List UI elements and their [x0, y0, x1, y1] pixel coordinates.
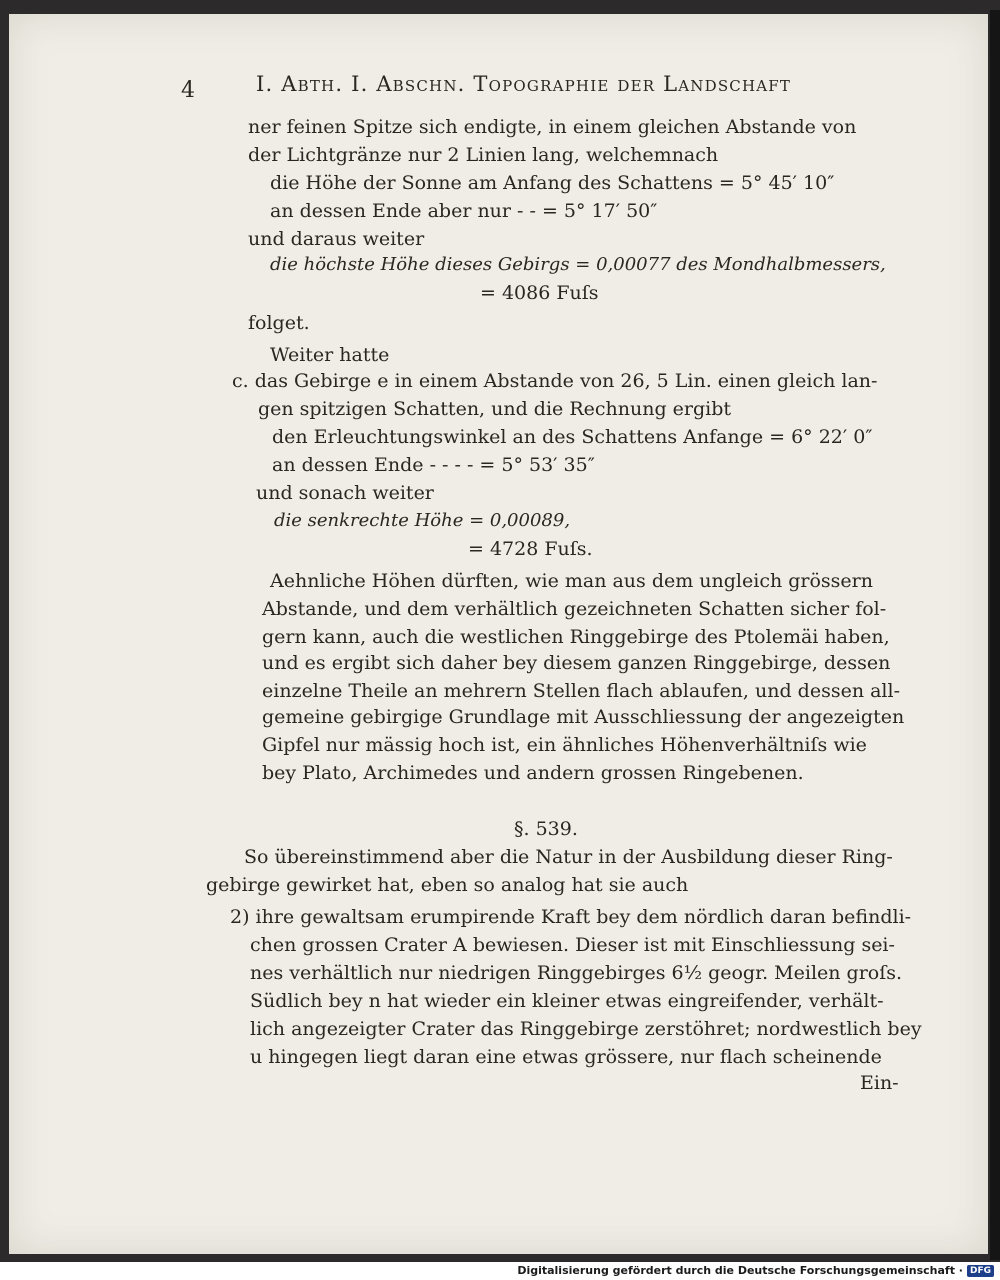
running-head: I. Abth. I. Abschn. Topographie der Landschaft — [256, 72, 792, 96]
text-line: Weiter hatte — [270, 344, 390, 366]
text-line: bey Plato, Archimedes und andern grossen Ringebenen. — [262, 762, 804, 784]
text-line: chen grossen Crater A bewiesen. Dieser ist mit Einschliessung sei- — [250, 934, 895, 956]
dfg-logo-icon: DFG — [967, 1265, 994, 1277]
text-line: lich angezeigter Crater das Ringgebirge zerstöhret; nordwestlich bey — [250, 1018, 922, 1040]
section-heading: §. 539. — [514, 818, 578, 840]
text-line: = 4728 Fuſs. — [468, 538, 593, 560]
text-line: einzelne Theile an mehrern Stellen flach ablaufen, und dessen all- — [262, 680, 901, 702]
text-line: die senkrechte Höhe = 0,00089, — [274, 510, 571, 531]
text-line: gemeine gebirgige Grundlage mit Ausschliessung der angezeigten — [262, 706, 905, 728]
book-spine-edge — [990, 10, 1000, 1260]
text-line: den Erleuchtungswinkel an des Schattens Anfange = 6° 22′ 0″ — [272, 426, 873, 448]
text-line: Abstande, und dem verhältlich gezeichneten Schatten sicher fol- — [262, 598, 887, 620]
text-line: Gipfel nur mässig hoch ist, ein ähnliches Höhenverhältniſs wie — [262, 734, 867, 756]
text-line: So übereinstimmend aber die Natur in der Ausbildung dieser Ring- — [244, 846, 893, 868]
text-line: an dessen Ende aber nur - - = 5° 17′ 50″ — [270, 200, 658, 222]
text-line: folget. — [248, 312, 310, 334]
text-line: = 4086 Fuſs — [480, 282, 599, 304]
text-line: gern kann, auch die westlichen Ringgebirge des Ptolemäi haben, — [262, 626, 890, 648]
text-line: die höchste Höhe dieses Gebirgs = 0,00077 des Mondhalbmessers, — [270, 254, 886, 275]
text-line: der Lichtgränze nur 2 Linien lang, welchemnach — [248, 144, 719, 166]
credit-text: Digitalisierung gefördert durch die Deutsche Forschungsgemeinschaft · — [517, 1264, 963, 1277]
text-line: u hingegen liegt daran eine etwas grössere, nur flach scheinende — [250, 1046, 882, 1068]
text-line: 2) ihre gewaltsam erumpirende Kraft bey dem nördlich daran befindli- — [230, 906, 912, 928]
text-line: gen spitzigen Schatten, und die Rechnung ergibt — [258, 398, 732, 420]
text-line: die Höhe der Sonne am Anfang des Schattens = 5° 45′ 10″ — [270, 172, 835, 194]
text-line: und sonach weiter — [256, 482, 434, 504]
text-line: an dessen Ende - - - - = 5° 53′ 35″ — [272, 454, 595, 476]
text-line: und es ergibt sich daher bey diesem ganzen Ringgebirge, dessen — [262, 652, 891, 674]
page-number: 4 — [181, 78, 195, 103]
catchword: Ein- — [860, 1072, 899, 1094]
text-line: Südlich bey n hat wieder ein kleiner etwas eingreifender, verhält- — [250, 990, 884, 1012]
text-line: nes verhältlich nur niedrigen Ringgebirges 6½ geogr. Meilen groſs. — [250, 962, 903, 984]
text-line: Aehnliche Höhen dürften, wie man aus dem ungleich grössern — [270, 570, 873, 592]
text-line: gebirge gewirket hat, eben so analog hat sie auch — [206, 874, 689, 896]
text-line: und daraus weiter — [248, 228, 425, 250]
digitization-credit — [517, 1264, 994, 1277]
text-line: c. das Gebirge e in einem Abstande von 26, 5 Lin. einen gleich lan- — [232, 370, 878, 392]
text-line: ner feinen Spitze sich endigte, in einem gleichen Abstande von — [248, 116, 857, 138]
